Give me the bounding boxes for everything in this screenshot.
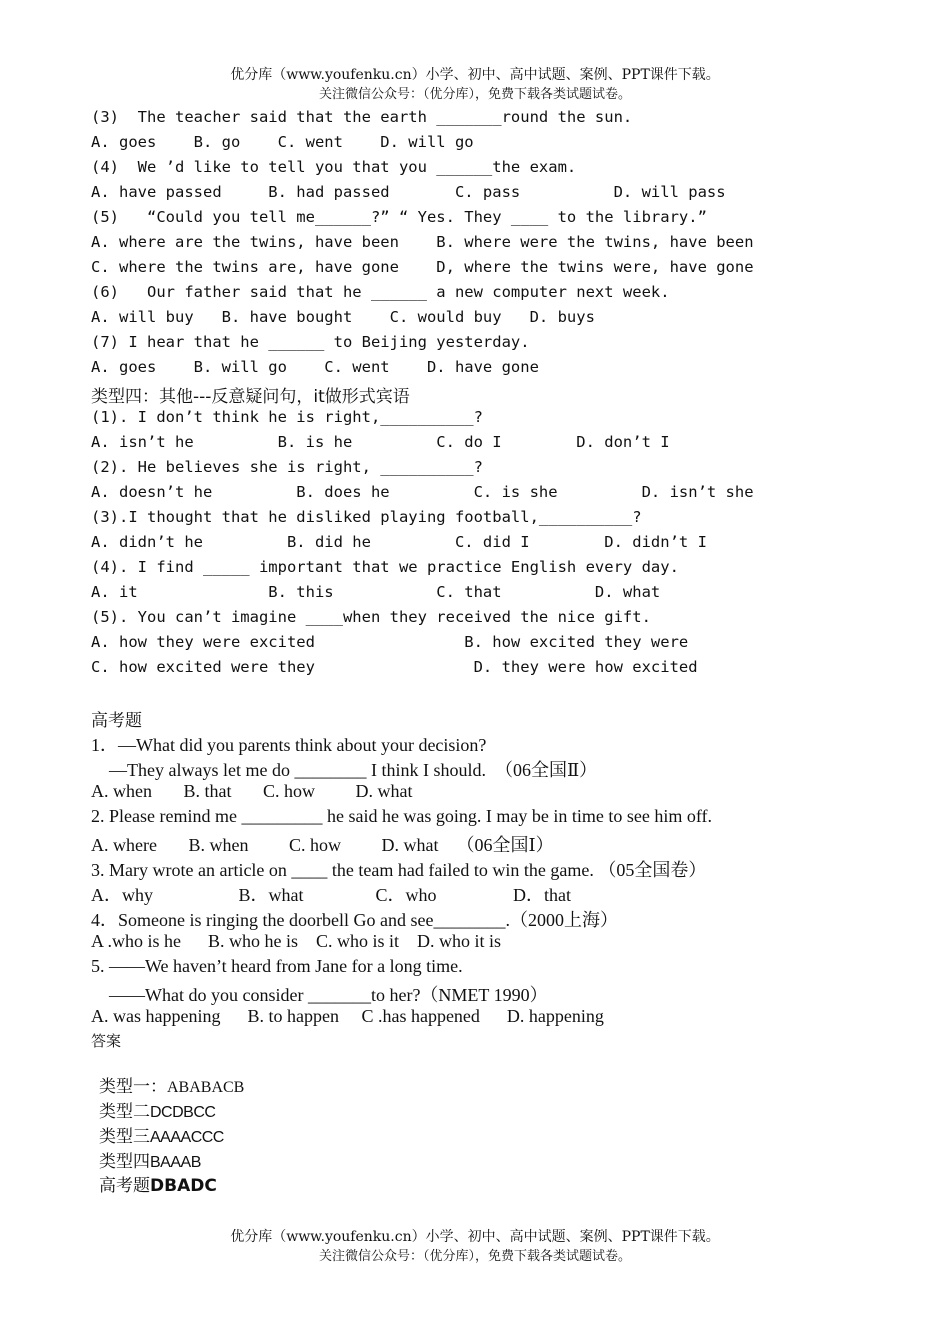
answer-label: 高考题 bbox=[99, 1176, 150, 1196]
question-line: (3) The teacher said that the earth _______round the sun. bbox=[91, 108, 633, 126]
question-line: (7) I hear that he ______ to Beijing yesterday. bbox=[91, 333, 530, 351]
options-line: A. doesn’t he B. does he C. is she D. isn’t she bbox=[91, 483, 754, 501]
options-line: A. isn’t he B. is he C. do I D. don’t I bbox=[91, 433, 670, 451]
answer-label: 类型二 bbox=[99, 1102, 150, 1122]
answer-value: DCDBCC bbox=[150, 1104, 216, 1121]
question-line: 4．Someone is ringing the doorbell Go and see________.（2000上海） bbox=[91, 910, 618, 930]
options-line: A. where are the twins, have been B. where were the twins, have been bbox=[91, 233, 754, 251]
question-line: 5. ——We haven’t heard from Jane for a long time. bbox=[91, 956, 463, 976]
answer-label: 类型四 bbox=[99, 1152, 150, 1172]
answer-value: BAAAB bbox=[150, 1154, 201, 1171]
options-line: A. will buy B. have bought C. would buy D. buys bbox=[91, 308, 595, 326]
answer-gaokao bbox=[91, 1153, 217, 1196]
question-line: (5) “Could you tell me______?” “ Yes. They ____ to the library.” bbox=[91, 208, 707, 226]
question-line: (4). I find _____ important that we practice English every day. bbox=[91, 558, 679, 576]
answers-heading: 答案 bbox=[91, 1032, 122, 1050]
options-line: A. goes B. go C. went D. will go bbox=[91, 133, 474, 151]
answer-label: 类型三 bbox=[99, 1127, 150, 1147]
question-line: 3. Mary wrote an article on ____ the team had failed to win the game. （05全国卷） bbox=[91, 860, 707, 880]
question-line: 2. Please remind me _________ he said he was going. I may be in time to see him off. bbox=[91, 806, 713, 826]
answer-value: ABABACB bbox=[167, 1079, 245, 1096]
question-line: (2). He believes she is right, __________? bbox=[91, 458, 483, 476]
section-heading-type4: 类型四：其他---反意疑问句，it做形式宾语 bbox=[91, 387, 410, 407]
options-line: C. how excited were they D. they were how excited bbox=[91, 658, 698, 676]
answer-value: DBADC bbox=[150, 1176, 217, 1196]
options-line: C. where the twins are, have gone D, where the twins were, have gone bbox=[91, 258, 754, 276]
options-line: A. was happening B. to happen C .has happened D. happening bbox=[91, 1006, 604, 1026]
options-line: A. it B. this C. that D. what bbox=[91, 583, 661, 601]
options-line: A .who is he B. who he is C. who is it D. who it is bbox=[91, 931, 502, 951]
question-line: (4) We ’d like to tell you that you ______the exam. bbox=[91, 158, 577, 176]
header-line-2: 关注微信公众号：（优分库），免费下载各类试题试卷。 bbox=[318, 87, 631, 102]
header-line-1: 优分库（www.youfenku.cn）小学、初中、高中试题、案例、PPT课件下载。 bbox=[230, 67, 720, 83]
question-line: ——What do you consider _______to her?（NMET 1990） bbox=[91, 985, 548, 1005]
options-line: A. how they were excited B. how excited they were bbox=[91, 633, 689, 651]
page-footer bbox=[0, 1228, 950, 1266]
section-heading-gaokao: 高考题 bbox=[91, 711, 142, 731]
question-line: 1．—What did you parents think about your decision? bbox=[91, 735, 487, 755]
page-header bbox=[0, 66, 950, 104]
question-line: (3).I thought that he disliked playing football,__________? bbox=[91, 508, 642, 526]
question-line: (6) Our father said that he ______ a new computer next week. bbox=[91, 283, 670, 301]
question-line: (1). I don’t think he is right,__________? bbox=[91, 408, 483, 426]
question-line: —They always let me do ________ I think I should. （06全国Ⅱ） bbox=[91, 760, 598, 780]
options-line: A. goes B. will go C. went D. have gone bbox=[91, 358, 539, 376]
answer-label: 类型一： bbox=[99, 1077, 167, 1097]
question-line: (5). You can’t imagine ____when they received the nice gift. bbox=[91, 608, 651, 626]
options-line: A．why B．what C．who D．that bbox=[91, 885, 571, 905]
answer-value: AAAACCC bbox=[150, 1129, 224, 1146]
options-line: A. have passed B. had passed C. pass D. will pass bbox=[91, 183, 726, 201]
options-line: A. where B. when C. how D. what （06全国Ⅰ） bbox=[91, 835, 554, 855]
footer-line-1: 优分库（www.youfenku.cn）小学、初中、高中试题、案例、PPT课件下载。 bbox=[230, 1229, 720, 1245]
options-line: A. when B. that C. how D. what bbox=[91, 781, 413, 801]
options-line: A. didn’t he B. did he C. did I D. didn’t I bbox=[91, 533, 707, 551]
footer-line-2: 关注微信公众号：（优分库），免费下载各类试题试卷。 bbox=[318, 1249, 631, 1264]
